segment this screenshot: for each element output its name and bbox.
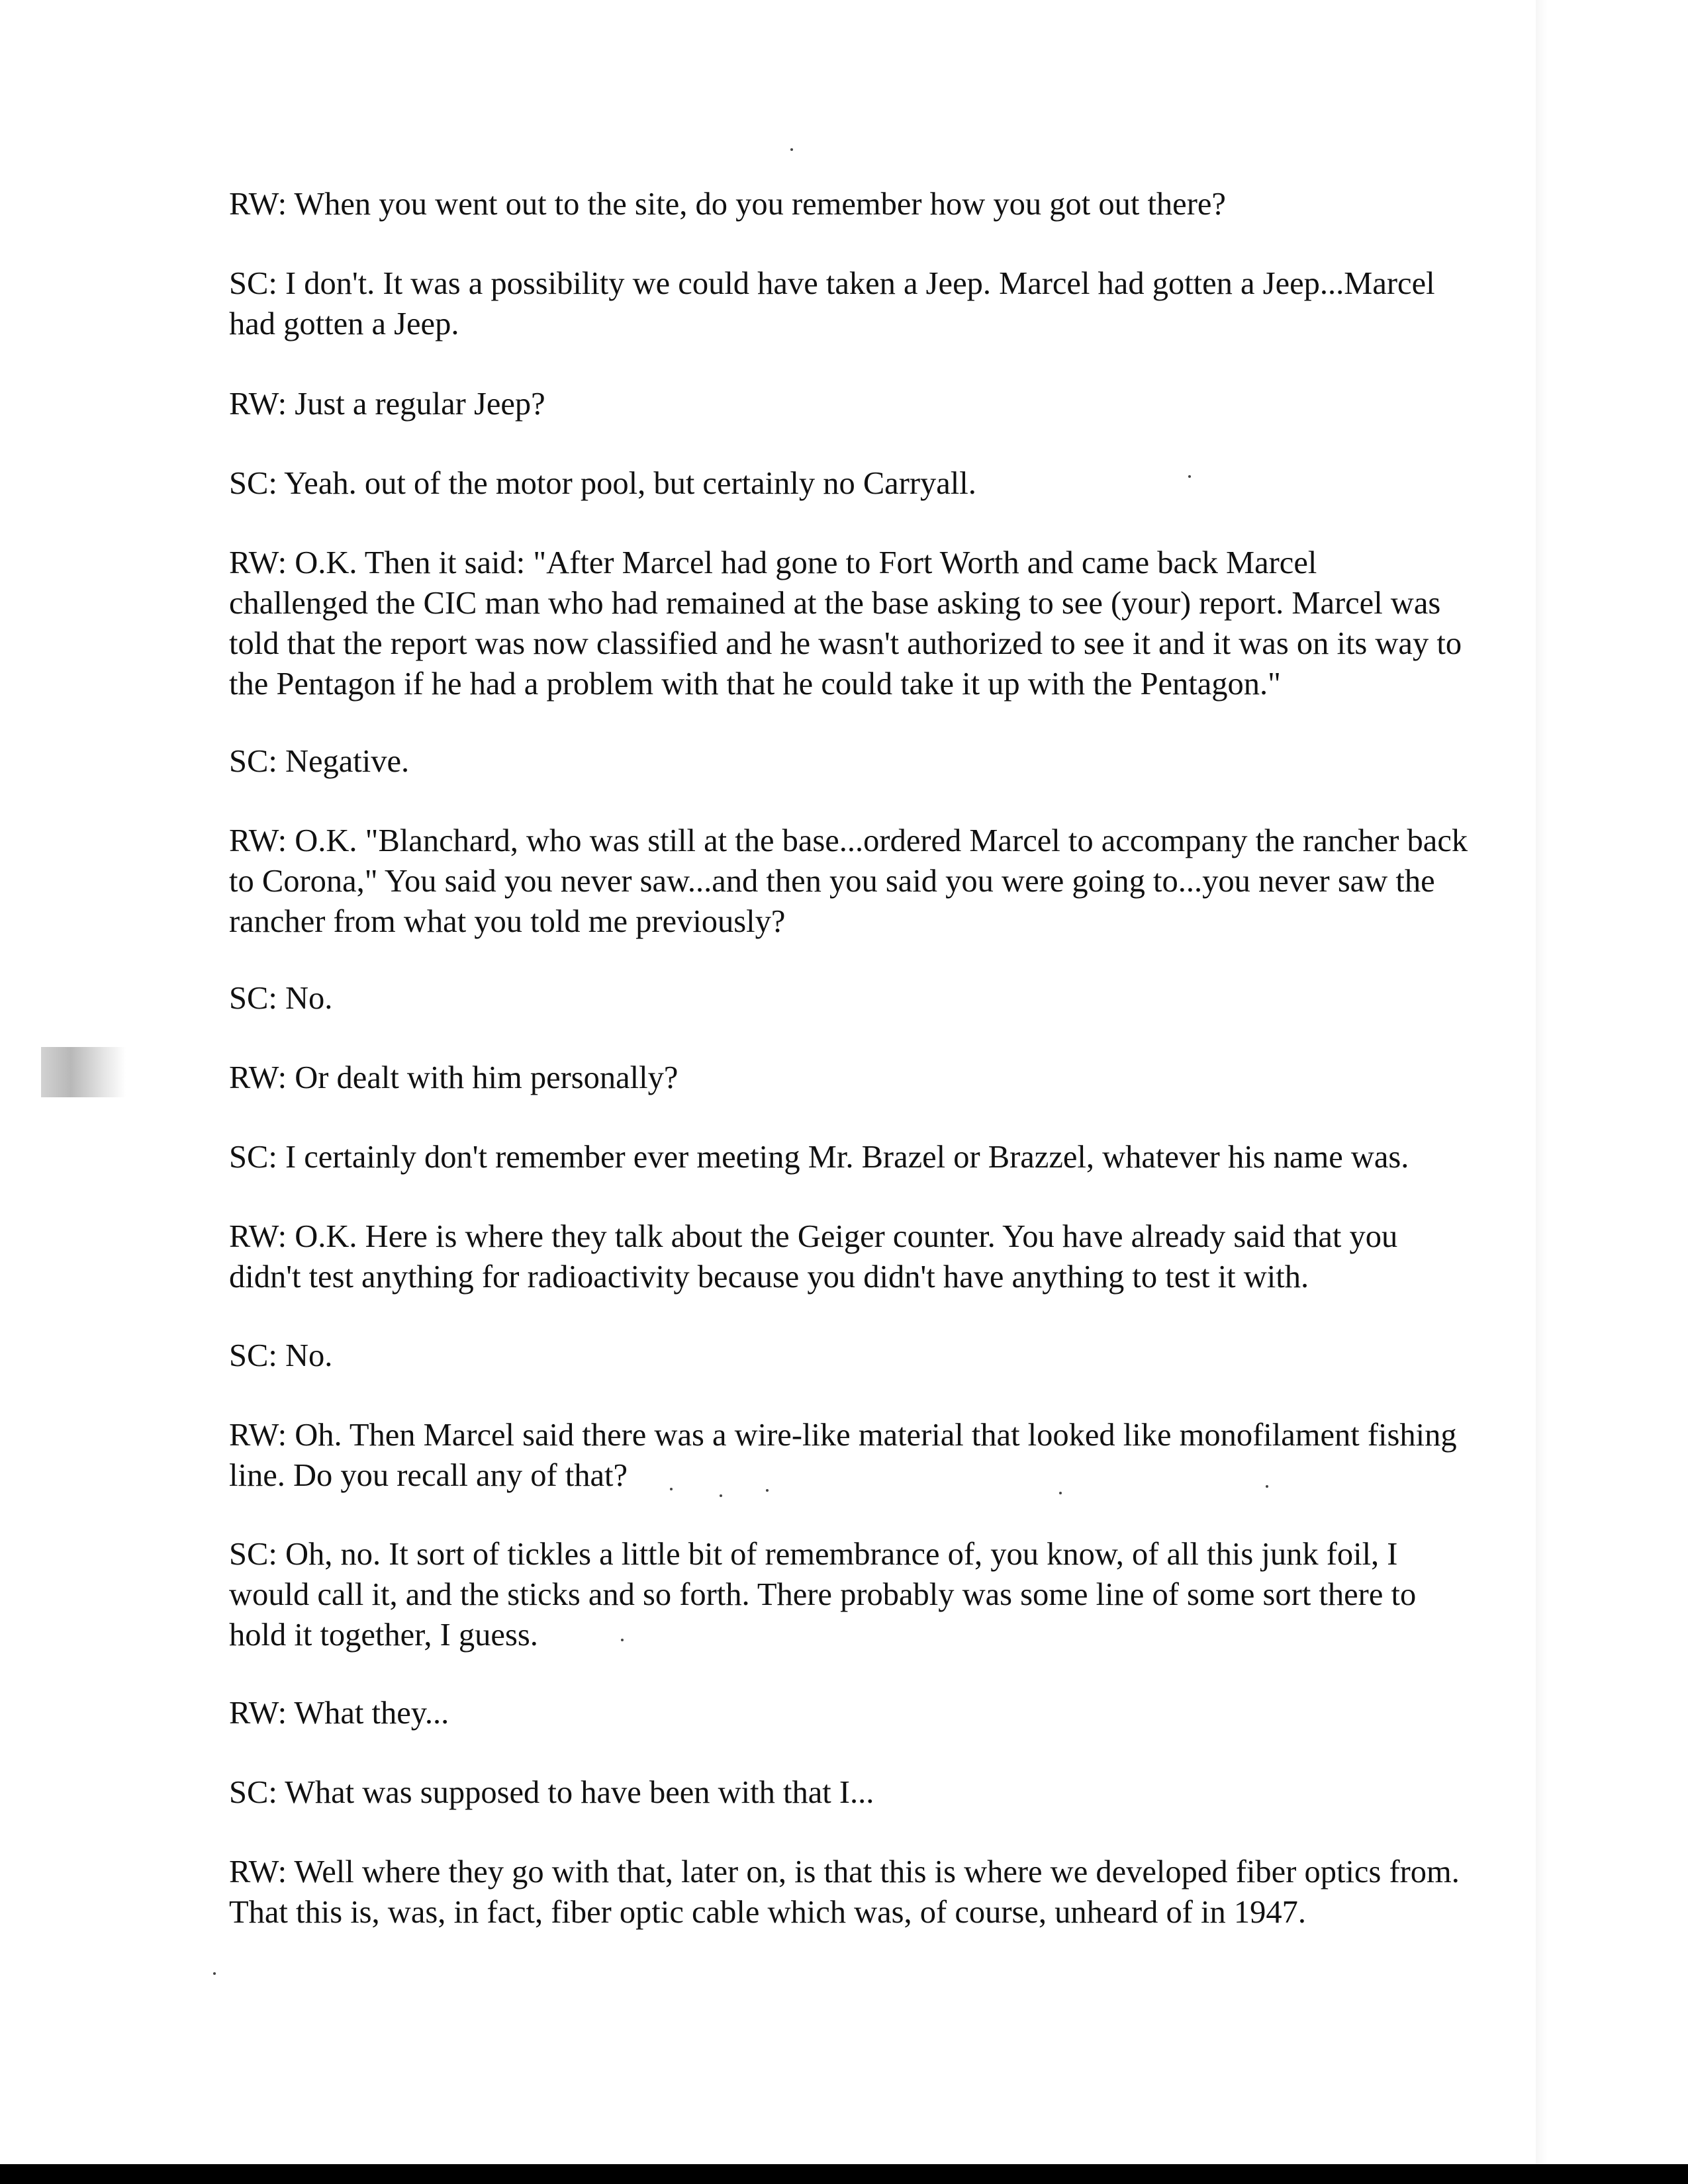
speaker-label: RW:: [229, 1418, 287, 1453]
entry-text: What they...: [294, 1696, 449, 1731]
speaker-label: SC:: [229, 466, 277, 501]
transcript-entry: [229, 543, 1546, 704]
transcript-entry: [229, 1693, 1546, 1733]
speaker-label: SC:: [229, 744, 277, 779]
speaker-label: SC:: [229, 1775, 277, 1810]
transcript-entry: [229, 1058, 1546, 1098]
transcript-entry: [229, 1534, 1546, 1655]
scan-speck: [790, 148, 793, 151]
speaker-label: SC:: [229, 981, 277, 1016]
entry-text: O.K. Here is where they talk about the Geiger counter. You have already said that you didn't test anything for radioactivity because you didn't have anything to test it with.: [229, 1219, 1398, 1295]
transcript-entry: [229, 463, 1546, 504]
entry-text: I certainly don't remember ever meeting Mr. Brazel or Brazzel, whatever his name was.: [285, 1140, 1409, 1175]
speaker-label: RW:: [229, 387, 287, 422]
binder-hole-shadow: [41, 1047, 126, 1097]
speaker-label: SC:: [229, 266, 277, 301]
entry-text: O.K. "Blanchard, who was still at the base...ordered Marcel to accompany the rancher back to Corona," You said you never saw...and then you said you were going to...you never saw the rancher from what you told me previously?: [229, 823, 1468, 939]
speaker-label: SC:: [229, 1338, 277, 1373]
entry-text: Or dealt with him personally?: [295, 1060, 679, 1095]
entry-text: No.: [285, 981, 333, 1016]
scan-speck: [213, 1972, 216, 1975]
transcript-entry: [229, 384, 1546, 424]
speaker-label: RW:: [229, 187, 287, 222]
entry-text: No.: [285, 1338, 333, 1373]
entry-text: I don't. It was a possibility we could have taken a Jeep. Marcel had gotten a Jeep...Marcel had gotten a Jeep.: [229, 266, 1435, 341]
entry-text: Yeah. out of the motor pool, but certainly no Carryall.: [284, 466, 976, 501]
speaker-label: RW:: [229, 1219, 287, 1254]
entry-text: Just a regular Jeep?: [295, 387, 545, 422]
speaker-label: SC:: [229, 1140, 277, 1175]
entry-text: Well where they go with that, later on, is that this is where we developed fiber optics from. That this is, was, in fact, fiber optic cable which was, of course, unheard of in 1947.: [229, 1854, 1460, 1930]
entry-text: Oh, no. It sort of tickles a little bit of remembrance of, you know, of all this junk foil, I would call it, and the sticks and so forth. There probably was some line of some sort there to hold it together, I guess.: [229, 1537, 1417, 1653]
transcript-entry: [229, 1415, 1546, 1496]
speaker-label: RW:: [229, 1696, 287, 1731]
entry-text: When you went out to the site, do you remember how you got out there?: [294, 187, 1226, 222]
transcript-entry: [229, 1137, 1546, 1177]
entry-text: Negative.: [285, 744, 410, 779]
speaker-label: SC:: [229, 1537, 277, 1572]
scan-border-bottom: [0, 2164, 1688, 2184]
transcript-entry: [229, 184, 1546, 224]
transcript-entry: [229, 1852, 1546, 1933]
speaker-label: RW:: [229, 1060, 287, 1095]
entry-text: Oh. Then Marcel said there was a wire-like material that looked like monofilament fishing line. Do you recall any of that?: [229, 1418, 1457, 1493]
transcript-entry: [229, 1772, 1546, 1813]
speaker-label: RW:: [229, 823, 287, 858]
scan-margin: [1536, 0, 1688, 2164]
transcript-entry: [229, 263, 1546, 344]
transcript-entry: [229, 741, 1546, 782]
speaker-label: RW:: [229, 545, 287, 580]
entry-text: What was supposed to have been with that I...: [285, 1775, 874, 1810]
transcript-entry: [229, 1216, 1546, 1297]
entry-text: O.K. Then it said: "After Marcel had gone to Fort Worth and came back Marcel challenged the CIC man who had remained at the base asking to see (your) report. Marcel was told that the report was now classified and he wasn't authorized to see it and it was on its way to the Pentagon if he had a problem with that he could take it up with the Pentagon.": [229, 545, 1462, 702]
transcript-entry: [229, 978, 1546, 1019]
transcript-entry: [229, 821, 1546, 942]
transcript-entry: [229, 1336, 1546, 1376]
speaker-label: RW:: [229, 1854, 287, 1889]
